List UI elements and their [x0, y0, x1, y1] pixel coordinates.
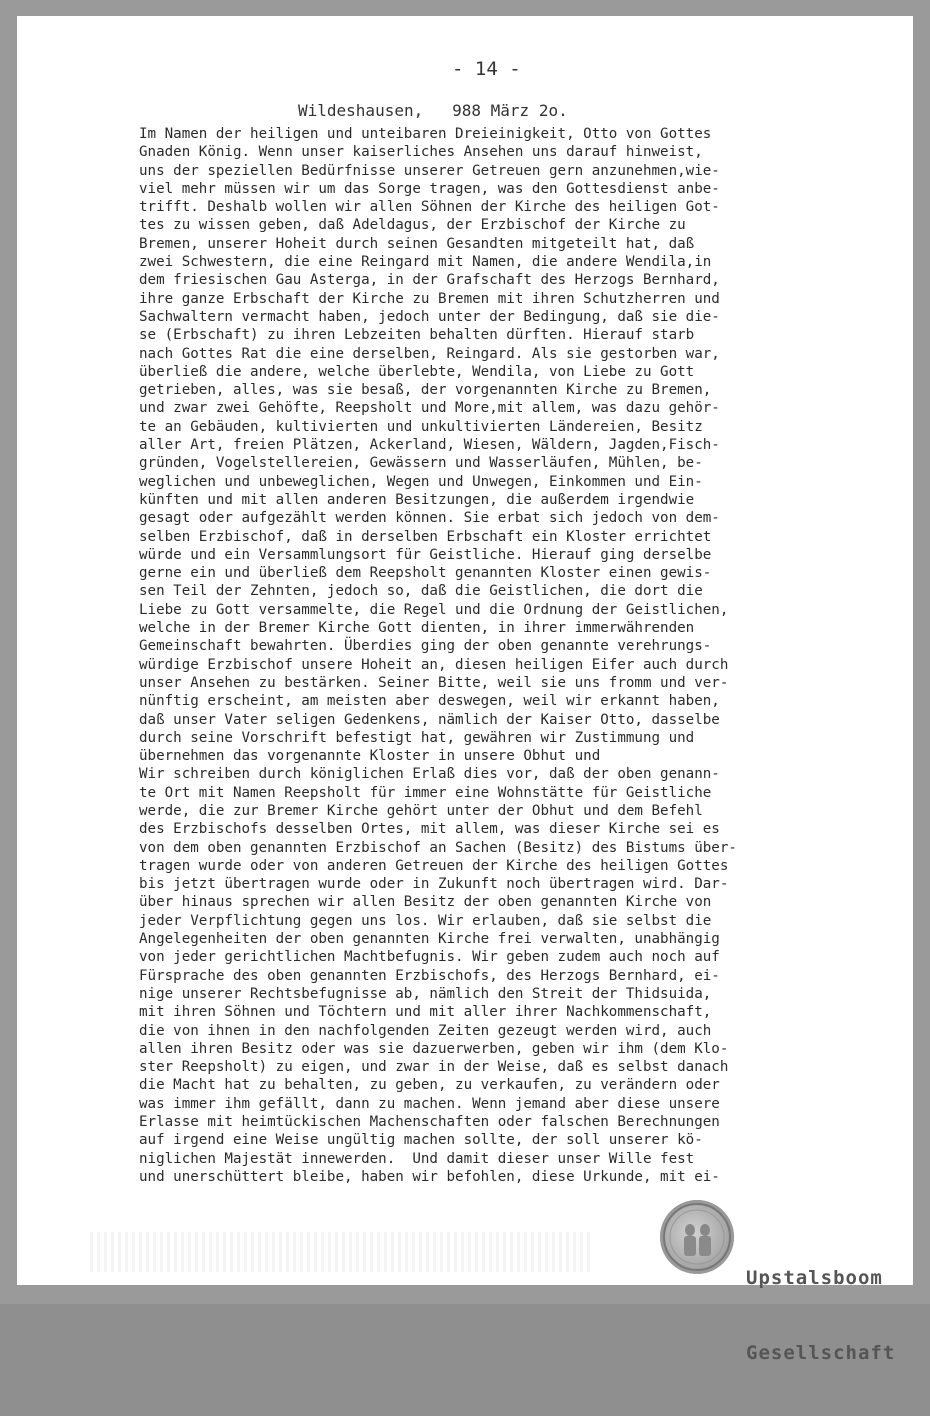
- body-line: Wir schreiben durch königlichen Erlaß dies vor, daß der oben genann-: [139, 766, 720, 783]
- body-line: gerne ein und überließ dem Reepsholt genannten Kloster einen gewis-: [139, 565, 712, 582]
- body-line: nige unserer Rechtsbefugnisse ab, nämlich den Streit der Thidsuida,: [139, 985, 712, 1002]
- footer-scan-artifact: [90, 1232, 590, 1272]
- body-line: sen Teil der Zehnten, jedoch so, daß die Geistlichen, die dort die: [139, 583, 703, 600]
- body-line: die Macht hat zu behalten, zu geben, zu verkaufen, zu verändern oder: [139, 1077, 720, 1094]
- body-line: aller Art, freien Plätzen, Ackerland, Wiesen, Wäldern, Jagden,Fisch-: [139, 437, 720, 454]
- body-line: Im Namen der heiligen und unteibaren Dreieinigkeit, Otto von Gottes: [139, 126, 712, 142]
- body-line: über hinaus sprechen wir allen Besitz der oben genannten Kirche von: [139, 894, 712, 911]
- body-line: weglichen und unbeweglichen, Wegen und Unwegen, Einkommen und Ein-: [139, 473, 703, 490]
- document-heading: Wildeshausen, 988 März 2o.: [298, 101, 568, 120]
- body-line: künften und mit allen anderen Besitzungen, die außerdem irgendwie: [139, 491, 695, 508]
- body-line: niglichen Majestät innewerden. Und damit dieser unser Wille fest: [139, 1150, 695, 1167]
- body-line: allen ihren Besitz oder was sie dazuerwerben, geben wir ihm (dem Klo-: [139, 1040, 729, 1057]
- body-line: te Ort mit Namen Reepsholt für immer eine Wohnstätte für Geistliche: [139, 784, 712, 801]
- seal-logo-icon: [660, 1200, 734, 1274]
- body-line: tragen wurde oder von anderen Getreuen der Kirche des heiligen Gottes: [139, 857, 729, 874]
- body-line: Gemeinschaft bewahrten. Überdies ging der oben genannte verehrungs-: [139, 638, 712, 655]
- body-line: von dem oben genannten Erzbischof an Sachen (Besitz) des Bistums über-: [139, 839, 737, 856]
- body-line: getrieben, alles, was sie besaß, der vorgenannten Kirche zu Bremen,: [139, 382, 712, 399]
- body-line: die von ihnen in den nachfolgenden Zeiten gezeugt werden wird, auch: [139, 1022, 712, 1039]
- body-line: werde, die zur Bremer Kirche gehört unter der Obhut und dem Befehl: [139, 802, 703, 819]
- body-line: Angelegenheiten der oben genannten Kirche frei verwalten, unabhängig: [139, 931, 720, 948]
- body-line: jeder Verpflichtung gegen uns los. Wir erlauben, daß sie selbst die: [139, 912, 712, 929]
- body-line: bis jetzt übertragen wurde oder in Zukunft noch übertragen wird. Dar-: [139, 876, 729, 893]
- page-number: - 14 -: [452, 58, 521, 80]
- body-line: Gnaden König. Wenn unser kaiserliches Ansehen uns darauf hinweist,: [139, 144, 703, 161]
- body-line: überließ die andere, welche überlebte, Wendila, von Liebe zu Gott: [139, 363, 695, 380]
- body-line: Bremen, unserer Hoheit durch seinen Gesandten mitgeteilt hat, daß: [139, 235, 695, 252]
- body-line: mit ihren Söhnen und Töchtern und mit aller ihrer Nachkommenschaft,: [139, 1004, 712, 1021]
- body-line: und zwar zwei Gehöfte, Reepsholt und More,mit allem, was dazu gehör-: [139, 400, 720, 417]
- body-line: zwei Schwestern, die eine Reingard mit Namen, die andere Wendila,in: [139, 254, 712, 271]
- body-line: welche in der Bremer Kirche Gott dienten, in ihrer immerwährenden: [139, 620, 695, 637]
- body-line: nünftig erscheint, am meisten aber deswegen, weil wir erkannt haben,: [139, 693, 720, 710]
- logo-line-1: Upstalsboom: [746, 1267, 883, 1289]
- body-line: durch seine Vorschrift befestigt hat, gewähren wir Zustimmung und: [139, 729, 695, 746]
- body-line: gründen, Vogelstellereien, Gewässern und Wasserläufen, Mühlen, be-: [139, 455, 703, 472]
- body-line: viel mehr müssen wir um das Sorge tragen, was den Gottesdienst anbe-: [139, 180, 720, 197]
- body-line: auf irgend eine Weise ungültig machen sollte, der soll unserer kö-: [139, 1132, 703, 1149]
- body-line: te an Gebäuden, kultivierten und unkultivierten Ländereien, Besitz: [139, 418, 703, 435]
- document-body: [139, 125, 819, 1186]
- body-line: Fürsprache des oben genannten Erzbischofs, des Herzogs Bernhard, ei-: [139, 967, 720, 984]
- body-line: tes zu wissen geben, daß Adeldagus, der Erzbischof der Kirche zu: [139, 217, 686, 234]
- body-line: Sachwaltern vermacht haben, jedoch unter der Bedingung, daß sie die-: [139, 308, 720, 325]
- society-logo-text: [746, 1216, 895, 1416]
- body-line: daß unser Vater seligen Gedenkens, nämlich der Kaiser Otto, dasselbe: [139, 711, 720, 728]
- body-line: selben Erzbischof, daß in derselben Erbschaft ein Kloster errichtet: [139, 528, 712, 545]
- body-line: übernehmen das vorgenannte Kloster in unsere Obhut und: [139, 748, 601, 765]
- body-line: würde und ein Versammlungsort für Geistliche. Hierauf ging derselbe: [139, 546, 712, 563]
- body-line: nach Gottes Rat die eine derselben, Reingard. Als sie gestorben war,: [139, 345, 720, 362]
- body-line: se (Erbschaft) zu ihren Lebzeiten behalten dürften. Hierauf starb: [139, 327, 695, 344]
- body-line: unser Ansehen zu bestärken. Seiner Bitte, weil sie uns fromm und ver-: [139, 674, 729, 691]
- body-line: was immer ihm gefällt, dann zu machen. Wenn jemand aber diese unsere: [139, 1095, 720, 1112]
- body-line: würdige Erzbischof unsere Hoheit an, diesen heiligen Eifer auch durch: [139, 656, 729, 673]
- body-line: des Erzbischofs desselben Ortes, mit allem, was dieser Kirche sei es: [139, 821, 720, 838]
- body-line: trifft. Deshalb wollen wir allen Söhnen der Kirche des heiligen Got-: [139, 199, 720, 216]
- body-line: ster Reepsholt) zu eigen, und zwar in der Weise, daß es selbst danach: [139, 1059, 729, 1076]
- body-line: dem friesischen Gau Asterga, in der Grafschaft des Herzogs Bernhard,: [139, 272, 720, 289]
- logo-line-2: Gesellschaft: [746, 1342, 896, 1364]
- body-line: ihre ganze Erbschaft der Kirche zu Bremen mit ihren Schutzherren und: [139, 290, 720, 307]
- body-line: und unerschüttert bleibe, haben wir befohlen, diese Urkunde, mit ei-: [139, 1168, 720, 1185]
- body-line: Erlasse mit heimtückischen Machenschaften oder falschen Berechnungen: [139, 1114, 720, 1131]
- body-line: Liebe zu Gott versammelte, die Regel und die Ordnung der Geistlichen,: [139, 601, 729, 618]
- body-line: uns der speziellen Bedürfnisse unserer Getreuen gern anzunehmen,wie-: [139, 162, 720, 179]
- body-line: von jeder gerichtlichen Machtbefugnis. Wir geben zudem auch noch auf: [139, 949, 720, 966]
- body-line: gesagt oder aufgezählt werden können. Sie erbat sich jedoch von dem-: [139, 510, 720, 527]
